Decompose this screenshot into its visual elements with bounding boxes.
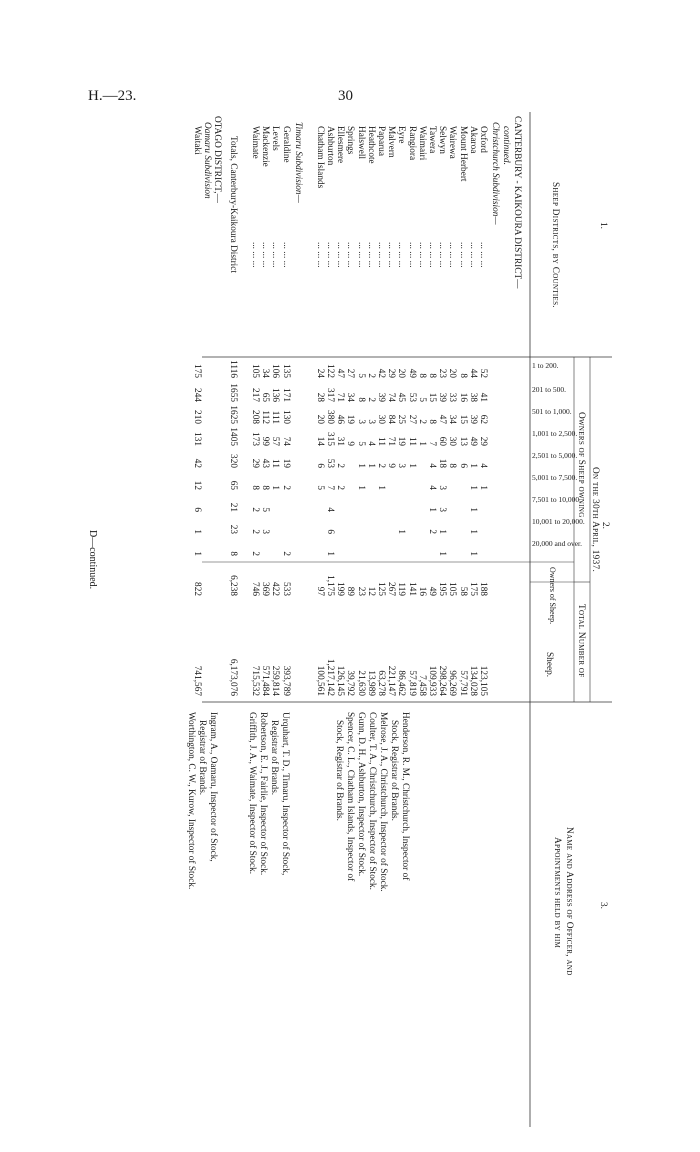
col3-title-line1: Name and Address of Officer, and xyxy=(564,827,574,976)
total-title: Total Number of xyxy=(576,604,586,678)
cell-value: 39 xyxy=(437,392,448,402)
cell-value: 2 xyxy=(416,419,427,424)
cell-value: 11 xyxy=(376,437,386,446)
county-name: Oxford xyxy=(478,126,488,153)
cell-value: 4 xyxy=(478,463,488,468)
range-header: 20,000 and over. xyxy=(532,539,582,548)
cell-value: 11 xyxy=(270,459,281,468)
county-name: Geraldine xyxy=(280,126,291,163)
continued-title: D—continued. xyxy=(87,530,98,590)
cell-value: 4 xyxy=(427,463,437,468)
cell-value: 46 xyxy=(335,414,346,424)
leader-dots: ... ... ... xyxy=(457,242,468,268)
subdivision-title: Christchurch Subdivision— xyxy=(490,122,500,225)
total-value: 1655 xyxy=(227,383,238,402)
cell-value: 39,792 xyxy=(345,670,356,696)
cell-value: 1 xyxy=(467,463,478,468)
cell-value: 42 xyxy=(376,368,386,378)
cell-value: 267 xyxy=(386,582,397,596)
cell-value: 244 xyxy=(191,388,202,402)
cell-value: 53 xyxy=(406,392,417,402)
cell-value: 259,814 xyxy=(270,665,281,696)
cell-value: 49 xyxy=(406,368,417,378)
district-title: OTAGO DISTRICT,— xyxy=(211,116,222,203)
cell-value: 175 xyxy=(191,364,202,378)
officer-line: Registrar of Brands. xyxy=(197,720,207,796)
cell-value: 3 xyxy=(355,419,366,424)
cell-value: 141 xyxy=(406,582,417,596)
leader-dots: ... ... ... xyxy=(406,242,417,268)
cell-value: 86,462 xyxy=(396,670,407,696)
cell-value: 13,989 xyxy=(365,670,376,696)
cell-value: 15 xyxy=(427,392,437,402)
cell-value: 3 xyxy=(437,485,448,490)
page-number: 30 xyxy=(338,88,353,104)
cell-value: 30 xyxy=(447,436,458,446)
cell-value: 746 xyxy=(250,582,260,596)
total-value: 6,173,076 xyxy=(227,658,238,696)
cell-value: 2 xyxy=(250,551,260,556)
cell-value: 44 xyxy=(467,368,478,378)
total-value: 65 xyxy=(227,480,238,490)
cell-value: 19 xyxy=(280,458,291,468)
district-title: CANTERBURY - KAIKOURA DISTRICT— xyxy=(512,116,522,289)
cell-value: 14 xyxy=(314,436,325,446)
cell-value: 47 xyxy=(437,414,448,424)
cell-value: 3 xyxy=(365,419,376,424)
cell-value: 5 xyxy=(314,485,325,490)
cell-value: 16 xyxy=(457,392,468,402)
leader-dots: ... ... ... xyxy=(314,242,325,268)
cell-value: 123,105 xyxy=(478,665,488,696)
col3-title-line2: Appointments held by him xyxy=(552,837,562,949)
cell-value: 1 xyxy=(396,529,407,534)
cell-value: 57 xyxy=(270,436,281,446)
cell-value: 30 xyxy=(376,414,386,424)
cell-value: 105 xyxy=(447,582,458,596)
cell-value: 42 xyxy=(191,458,202,468)
col1-title: Sheep Districts, by Counties. xyxy=(550,182,560,308)
cell-value: 15 xyxy=(457,414,468,424)
cell-value: 122 xyxy=(325,364,335,378)
cell-value: 97 xyxy=(314,586,325,596)
range-header: 2,501 to 5,000. xyxy=(532,451,578,460)
cell-value: 38 xyxy=(467,392,478,402)
cell-value: 1 xyxy=(467,485,478,490)
cell-value: 25 xyxy=(396,414,407,424)
page-reference: H.—23. xyxy=(88,88,137,104)
cell-value: 65 xyxy=(260,392,271,402)
cell-value: 134,028 xyxy=(467,665,478,696)
cell-value: 380 xyxy=(325,410,335,424)
cell-value: 9 xyxy=(386,463,397,468)
county-name: Wairewa xyxy=(447,126,458,159)
leader-dots: ... ... ... xyxy=(416,242,427,268)
county-name: Mackenzie xyxy=(260,126,271,167)
cell-value: 3 xyxy=(396,463,407,468)
cell-value: 20 xyxy=(396,368,407,378)
county-name: Levels xyxy=(270,126,281,151)
officer-line: Ingram, A., Oamaru, Inspector of Stock, xyxy=(208,712,218,862)
cell-value: 45 xyxy=(396,392,407,402)
cell-value: 1 xyxy=(325,551,335,556)
cell-value: 5 xyxy=(355,441,366,446)
cell-value: 112 xyxy=(260,410,271,424)
cell-value: 28 xyxy=(314,392,325,402)
cell-value: 135 xyxy=(280,364,291,378)
cell-value: 1 xyxy=(467,529,478,534)
cell-value: 8 xyxy=(427,419,437,424)
cell-value: 1 xyxy=(406,463,417,468)
cell-value: 1 xyxy=(365,463,376,468)
cell-value: 24 xyxy=(314,368,325,378)
cell-value: 49 xyxy=(427,586,437,596)
officer-line: Gunn, D. H., Ashburton, Inspector of Stock. xyxy=(356,712,366,877)
cell-value: 105 xyxy=(250,364,260,378)
officer-line: Coulter, T. A., Christchurch, Inspector of Stock. xyxy=(367,712,377,890)
cell-value: 62 xyxy=(478,414,488,424)
cell-value: 2 xyxy=(280,485,291,490)
cell-value: 8 xyxy=(260,485,271,490)
leader-dots: ... ... ... xyxy=(467,242,478,268)
officer-line: Griffith, J. A., Waimate, Inspector of Stock. xyxy=(247,712,257,875)
leader-dots: ... ... ... xyxy=(250,242,260,268)
cell-value: 1 xyxy=(467,551,478,556)
cell-value: 208 xyxy=(250,410,260,424)
cell-value: 6 xyxy=(191,507,202,512)
county-name: Halswell xyxy=(355,126,366,160)
officer-line: Henderson, R. M., Christchurch, Inspector of xyxy=(400,712,410,881)
range-header: 1 to 200. xyxy=(532,361,559,370)
cell-value: 6 xyxy=(325,529,335,534)
cell-value: 29 xyxy=(478,436,488,446)
continued-label: continued. xyxy=(501,126,511,165)
cell-value: 393,789 xyxy=(280,665,291,696)
cell-value: 3 xyxy=(260,529,271,534)
range-header: 5,001 to 7,500. xyxy=(532,473,578,482)
cell-value: 1 xyxy=(270,485,281,490)
cell-value: 1,175 xyxy=(325,575,335,596)
cell-value: 9 xyxy=(345,441,356,446)
cell-value: 8 xyxy=(416,373,427,378)
cell-value: 8 xyxy=(355,397,366,402)
cell-value: 1 xyxy=(191,529,202,534)
officer-line: Registrar of Brands. xyxy=(269,720,279,796)
officer-line: Urquhart, T. D., Timaru, Inspector of Stock, xyxy=(280,712,290,876)
range-header: 7,501 to 10,000. xyxy=(532,495,581,504)
cell-value: 131 xyxy=(191,432,202,446)
cell-value: 60 xyxy=(437,436,448,446)
county-name: Waitaki xyxy=(191,126,202,155)
cell-value: 2 xyxy=(250,507,260,512)
cell-value: 822 xyxy=(191,582,202,596)
total-value: 1405 xyxy=(227,427,238,446)
leader-dots: ... ... ... xyxy=(345,242,356,268)
leader-dots: ... ... ... xyxy=(280,242,291,268)
cell-value: 7 xyxy=(325,485,335,490)
county-name: Ellesmere xyxy=(335,126,346,164)
officer-line: Melrose, J. A., Christchurch, Inspector of Stock. xyxy=(378,712,388,892)
cell-value: 5 xyxy=(260,507,271,512)
total-value: 21 xyxy=(227,502,238,512)
county-name: Rangiora xyxy=(406,126,417,161)
cell-value: 130 xyxy=(280,410,291,424)
leader-dots: ... ... ... xyxy=(376,242,386,268)
cell-value: 41 xyxy=(478,392,488,402)
cell-value: 2 xyxy=(280,551,291,556)
leader-dots: ... ... ... xyxy=(447,242,458,268)
cell-value: 4 xyxy=(365,441,376,446)
cell-value: 1 xyxy=(376,485,386,490)
cell-value: 34 xyxy=(345,392,356,402)
cell-value: 1 xyxy=(355,485,366,490)
county-name: Waimate xyxy=(250,126,260,159)
county-name: Chatham Islands xyxy=(314,126,325,189)
cell-value: 23 xyxy=(437,368,448,378)
cell-value: 100,561 xyxy=(314,665,325,696)
cell-value: 16 xyxy=(416,586,427,596)
cell-value: 19 xyxy=(345,414,356,424)
cell-value: 221,147 xyxy=(386,665,397,696)
cell-value: 20 xyxy=(314,414,325,424)
cell-value: 34 xyxy=(260,368,271,378)
cell-value: 210 xyxy=(191,410,202,424)
cell-value: 7 xyxy=(427,441,437,446)
total-value: 1625 xyxy=(227,405,238,424)
cell-value: 39 xyxy=(376,392,386,402)
leader-dots: ... ... ... xyxy=(325,242,335,268)
cell-value: 188 xyxy=(478,582,488,596)
county-name: Mount Herbert xyxy=(457,126,468,182)
cell-value: 71 xyxy=(386,436,397,446)
cell-value: 96,269 xyxy=(447,670,458,696)
leader-dots: ... ... ... xyxy=(427,242,437,268)
cell-value: 1 xyxy=(416,441,427,446)
cell-value: 217 xyxy=(250,388,260,402)
cell-value: 199 xyxy=(335,582,346,596)
total-value: 23 xyxy=(227,524,238,534)
cell-value: 8 xyxy=(250,485,260,490)
cell-value: 1 xyxy=(478,485,488,490)
cell-value: 741,567 xyxy=(191,665,202,696)
cell-value: 1 xyxy=(427,507,437,512)
cell-value: 27 xyxy=(345,368,356,378)
cell-value: 715,532 xyxy=(250,665,260,696)
officer-line: Spencer, C. L., Chatham Islands, Inspector of xyxy=(345,712,355,882)
cell-value: 317 xyxy=(325,388,335,402)
cell-value: 57,819 xyxy=(406,670,417,696)
leader-dots: ... ... ... xyxy=(355,242,366,268)
cell-value: 11 xyxy=(406,437,417,446)
cell-value: 31 xyxy=(335,436,346,446)
county-name: Eyre xyxy=(396,126,407,144)
cell-value: 195 xyxy=(437,582,448,596)
subdivision-title: Oamaru Subdivision xyxy=(201,122,212,199)
cell-value: 175 xyxy=(467,582,478,596)
cell-value: 58 xyxy=(457,586,468,596)
county-name: Heathcote xyxy=(365,126,376,164)
cell-value: 13 xyxy=(457,436,468,446)
county-name: Akaroa xyxy=(467,126,478,154)
range-header: 1,001 to 2,500. xyxy=(532,429,578,438)
cell-value: 2 xyxy=(376,463,386,468)
cell-value: 109,933 xyxy=(427,665,437,696)
cell-value: 6 xyxy=(457,463,468,468)
cell-value: 19 xyxy=(396,436,407,446)
leader-dots: ... ... ... xyxy=(260,242,271,268)
cell-value: 2 xyxy=(335,463,346,468)
cell-value: 126,145 xyxy=(335,665,346,696)
cell-value: 21,630 xyxy=(355,670,366,696)
cell-value: 369 xyxy=(260,582,271,596)
cell-value: 8 xyxy=(457,373,468,378)
leader-dots: ... ... ... xyxy=(335,242,346,268)
cell-value: 39 xyxy=(467,414,478,424)
cell-value: 33 xyxy=(447,392,458,402)
cell-value: 3 xyxy=(437,507,448,512)
cell-value: 106 xyxy=(270,364,281,378)
leader-dots: ... ... ... xyxy=(437,242,448,268)
cell-value: 2 xyxy=(335,485,346,490)
sheep-header: Sheep. xyxy=(544,652,554,678)
cell-value: 29 xyxy=(386,368,397,378)
rotated-table xyxy=(186,112,612,1132)
cell-value: 71 xyxy=(335,392,346,402)
cell-value: 18 xyxy=(437,458,448,468)
col2-title: On the 30th April, 1937. xyxy=(590,467,600,573)
cell-value: 23 xyxy=(355,586,366,596)
cell-value: 53 xyxy=(325,458,335,468)
county-name: Selwyn xyxy=(437,126,448,154)
officer-line: Stock, Registrar of Brands. xyxy=(334,720,344,821)
cell-value: 99 xyxy=(260,436,271,446)
county-name: Paparua xyxy=(376,126,386,156)
col2-number: 2. xyxy=(600,522,610,529)
cell-value: 84 xyxy=(386,414,397,424)
owners-title: Owners of Sheep owning xyxy=(576,412,586,518)
cell-value: 34 xyxy=(447,414,458,424)
cell-value: 125 xyxy=(376,582,386,596)
owners-sheep-header: Owners of Sheep. xyxy=(548,567,557,625)
cell-value: 74 xyxy=(280,436,291,446)
leader-dots: ... ... ... xyxy=(386,242,397,268)
range-header: 10,001 to 20,000. xyxy=(532,517,585,526)
cell-value: 2 xyxy=(427,529,437,534)
leader-dots: ... ... ... xyxy=(365,242,376,268)
totals-label: Totals, Canterbury-Kaikoura District xyxy=(227,136,238,273)
county-name: Waimairi xyxy=(416,126,427,161)
cell-value: 533 xyxy=(280,582,291,596)
cell-value: 4 xyxy=(325,507,335,512)
cell-value: 422 xyxy=(270,582,281,596)
cell-value: 298,264 xyxy=(437,665,448,696)
cell-value: 1,217,142 xyxy=(325,658,335,696)
cell-value: 1 xyxy=(355,463,366,468)
cell-value: 5 xyxy=(355,373,366,378)
county-name: Ashburton xyxy=(325,126,335,166)
cell-value: 43 xyxy=(260,458,271,468)
cell-value: 4 xyxy=(427,485,437,490)
range-header: 501 to 1,000. xyxy=(532,407,572,416)
cell-value: 27 xyxy=(406,414,417,424)
cell-value: 63,278 xyxy=(376,670,386,696)
total-value: 1116 xyxy=(227,360,238,378)
leader-dots: ... ... ... xyxy=(270,242,281,268)
cell-value: 74 xyxy=(386,392,397,402)
cell-value: 571,484 xyxy=(260,665,271,696)
cell-value: 49 xyxy=(467,436,478,446)
leader-dots: ... ... ... xyxy=(478,242,488,268)
cell-value: 315 xyxy=(325,432,335,446)
cell-value: 171 xyxy=(280,388,291,402)
officer-line: Robertson, E. J., Fairlie, Inspector of Stock. xyxy=(258,712,268,876)
cell-value: 2 xyxy=(365,397,376,402)
cell-value: 119 xyxy=(396,582,407,596)
total-value: 320 xyxy=(227,454,238,468)
cell-value: 111 xyxy=(270,410,281,424)
cell-value: 57,791 xyxy=(457,670,468,696)
cell-value: 1 xyxy=(467,507,478,512)
officer-line: Worthington, C. W., Kurow, Inspector of Stock. xyxy=(186,712,196,890)
county-name: Springs xyxy=(345,126,356,155)
cell-value: 2 xyxy=(365,373,376,378)
cell-value: 136 xyxy=(270,388,281,402)
cell-value: 52 xyxy=(478,368,488,378)
cell-value: 1 xyxy=(191,551,202,556)
cell-value: 173 xyxy=(250,432,260,446)
cell-value: 5 xyxy=(416,397,427,402)
cell-value: 12 xyxy=(365,586,376,596)
leader-dots: ... ... ... xyxy=(396,242,407,268)
cell-value: 12 xyxy=(191,480,202,490)
cell-value: 2 xyxy=(250,529,260,534)
subdivision-title: Timaru Subdivision— xyxy=(292,122,303,203)
cell-value: 6 xyxy=(314,463,325,468)
cell-value: 47 xyxy=(335,368,346,378)
cell-value: 8 xyxy=(427,373,437,378)
cell-value: 1 xyxy=(437,529,448,534)
county-name: Malvern xyxy=(386,126,397,158)
cell-value: 89 xyxy=(345,586,356,596)
cell-value: 7,458 xyxy=(416,675,427,696)
county-name: Tawera xyxy=(427,126,437,154)
total-value: 8 xyxy=(227,551,238,556)
col3-number: 3. xyxy=(598,902,608,909)
range-header: 201 to 500. xyxy=(532,385,566,394)
cell-value: 29 xyxy=(250,458,260,468)
total-value: 6,238 xyxy=(227,575,238,596)
cell-value: 1 xyxy=(437,551,448,556)
col1-number: 1. xyxy=(598,222,608,229)
cell-value: 20 xyxy=(447,368,458,378)
cell-value: 8 xyxy=(447,463,458,468)
officer-line: Stock, Registrar of Brands. xyxy=(389,720,399,821)
